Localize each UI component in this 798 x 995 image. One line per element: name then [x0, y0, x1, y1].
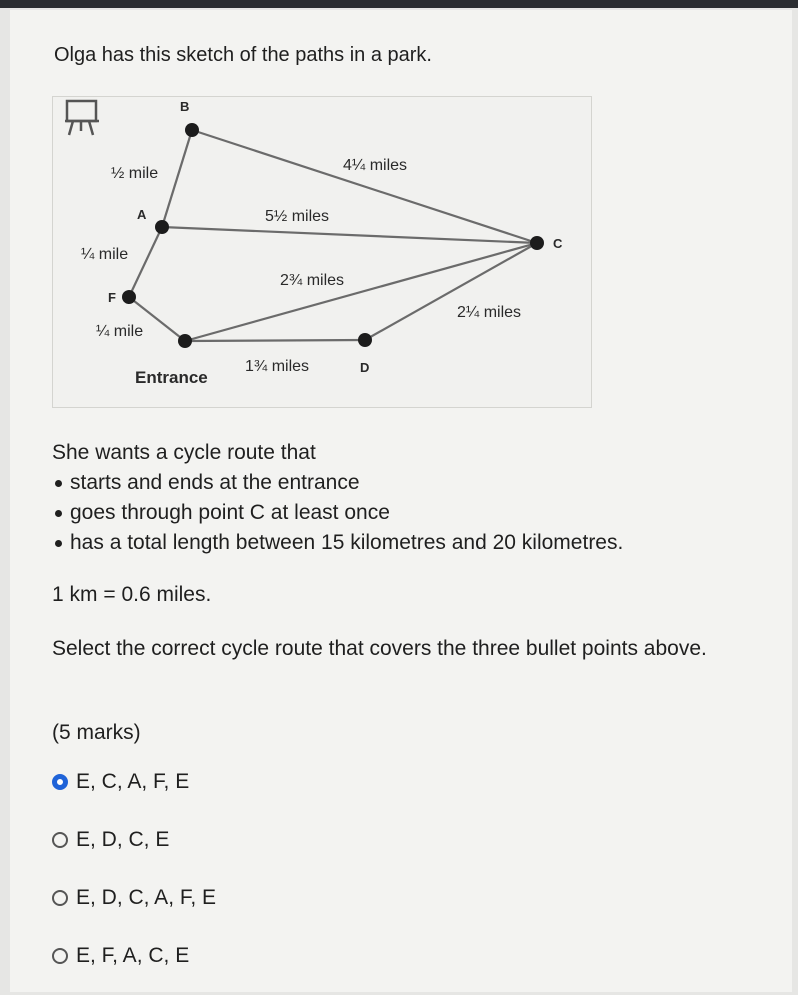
edge-label-e-c: 2¾ miles	[280, 272, 345, 289]
wants-text: She wants a cycle route that	[52, 441, 316, 464]
answer-option-label: E, D, C, E	[76, 828, 170, 851]
criteria-text: starts and ends at the entrance	[70, 471, 360, 494]
path-b-a	[162, 130, 192, 227]
point-label-c: C	[553, 236, 563, 251]
path-b-c	[192, 130, 537, 243]
criteria-item	[52, 528, 623, 558]
path-e-c	[185, 243, 537, 341]
criteria-item	[52, 498, 623, 528]
bullet-dot-icon	[55, 480, 62, 487]
node-a	[155, 220, 169, 234]
easel-icon	[65, 101, 99, 135]
question-intro: Olga has this sketch of the paths in a park.	[54, 44, 432, 66]
answer-option-1[interactable]	[52, 770, 189, 794]
radio-icon[interactable]	[52, 890, 68, 906]
criteria-text: goes through point C at least once	[70, 501, 390, 524]
node-d	[358, 333, 372, 347]
radio-icon[interactable]	[52, 832, 68, 848]
point-label-f: F	[108, 290, 116, 305]
conversion-text: 1 km = 0.6 miles.	[52, 583, 212, 606]
criteria-text: has a total length between 15 kilometres and 20 kilometres.	[70, 531, 624, 554]
point-label-a: A	[137, 207, 147, 222]
answer-option-label: E, C, A, F, E	[76, 770, 190, 793]
point-label-entrance: Entrance	[135, 368, 208, 387]
answer-option-label: E, F, A, C, E	[76, 944, 190, 967]
path-a-c	[162, 227, 537, 243]
node-c	[530, 236, 544, 250]
path-a-f	[129, 227, 162, 297]
bullet-dot-icon	[55, 540, 62, 547]
path-e-d	[185, 340, 365, 341]
criteria-list	[52, 468, 623, 558]
marks-text: (5 marks)	[52, 721, 141, 744]
bullet-dot-icon	[55, 510, 62, 517]
point-label-d: D	[360, 360, 370, 375]
node-b	[185, 123, 199, 137]
instruction-text: Select the correct cycle route that covers the three bullet points above.	[52, 637, 707, 660]
edge-label-e-d: 1¾ miles	[245, 358, 310, 375]
radio-selected-icon[interactable]	[52, 774, 68, 790]
edge-label-d-c: 2¼ miles	[457, 304, 522, 321]
edge-label-a-f: ¼ mile	[81, 246, 129, 263]
node-f	[122, 290, 136, 304]
path-d-c	[365, 243, 537, 340]
top-bar	[0, 0, 798, 8]
answer-option-2[interactable]	[52, 828, 169, 852]
park-diagram	[52, 96, 592, 408]
answer-option-label: E, D, C, A, F, E	[76, 886, 217, 909]
edge-label-f-e: ¼ mile	[96, 323, 144, 340]
answer-option-3[interactable]	[52, 886, 216, 910]
radio-icon[interactable]	[52, 948, 68, 964]
answer-option-4[interactable]	[52, 944, 189, 968]
node-e	[178, 334, 192, 348]
edge-label-b-c: 4¼ miles	[343, 157, 408, 174]
criteria-item	[52, 468, 623, 498]
point-label-b: B	[180, 99, 190, 114]
edge-label-a-c: 5½ miles	[265, 208, 330, 225]
park-paths-svg	[53, 97, 591, 407]
edge-label-b-a: ½ mile	[111, 165, 159, 182]
